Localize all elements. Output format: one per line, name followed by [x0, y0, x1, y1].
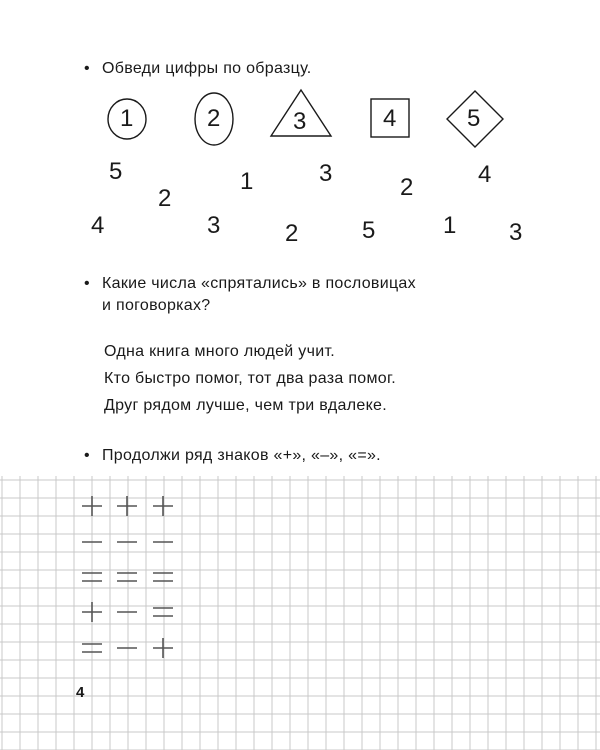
scattered-digit: 4	[91, 212, 105, 239]
writing-grid[interactable]	[0, 476, 600, 750]
sample-digit: 3	[293, 108, 307, 135]
scattered-digit: 5	[109, 158, 123, 185]
task1-instruction	[84, 60, 312, 78]
sample-digit: 2	[207, 105, 221, 132]
scattered-digit: 1	[240, 168, 254, 195]
sample-digit: 4	[383, 105, 397, 132]
bullet: •	[84, 447, 90, 464]
scattered-digit: 2	[285, 220, 299, 247]
sample-digit: 5	[467, 105, 481, 132]
sign-glyph	[82, 602, 102, 622]
scattered-digit: 2	[158, 185, 172, 212]
sign-glyph	[117, 496, 137, 516]
bullet: •	[84, 60, 90, 77]
page-number: 4	[76, 684, 85, 701]
task3-instruction	[84, 447, 381, 465]
task3-text: Продолжи ряд знаков «+», «–», «=».	[102, 447, 381, 464]
scattered-digit: 4	[478, 161, 492, 188]
scattered-digit: 3	[207, 212, 221, 239]
sign-glyph	[153, 638, 173, 658]
task2-line2: и поговорках?	[102, 297, 211, 314]
bullet: •	[84, 275, 90, 292]
scattered-digit: 1	[443, 212, 457, 239]
scattered-digit: 2	[400, 174, 414, 201]
sign-glyph	[82, 496, 102, 516]
task2-line1: Какие числа «спрятались» в пословицах	[102, 275, 416, 292]
scattered-digit: 5	[362, 217, 376, 244]
proverb-line: Друг рядом лучше, чем три вдалеке.	[104, 397, 387, 414]
sample-digit: 1	[120, 105, 134, 132]
sample-shapes	[0, 88, 600, 148]
task2-instruction	[84, 275, 416, 293]
proverb-line: Кто быстро помог, тот два раза помог.	[104, 370, 396, 387]
scattered-digit: 3	[509, 219, 523, 246]
sign-glyph	[153, 573, 173, 581]
task1-text: Обведи цифры по образцу.	[102, 60, 312, 77]
proverb-line: Одна книга много людей учит.	[104, 343, 336, 360]
sign-glyph	[153, 608, 173, 616]
scattered-digit: 3	[319, 160, 333, 187]
sign-glyph	[153, 496, 173, 516]
sign-glyph	[117, 573, 137, 581]
